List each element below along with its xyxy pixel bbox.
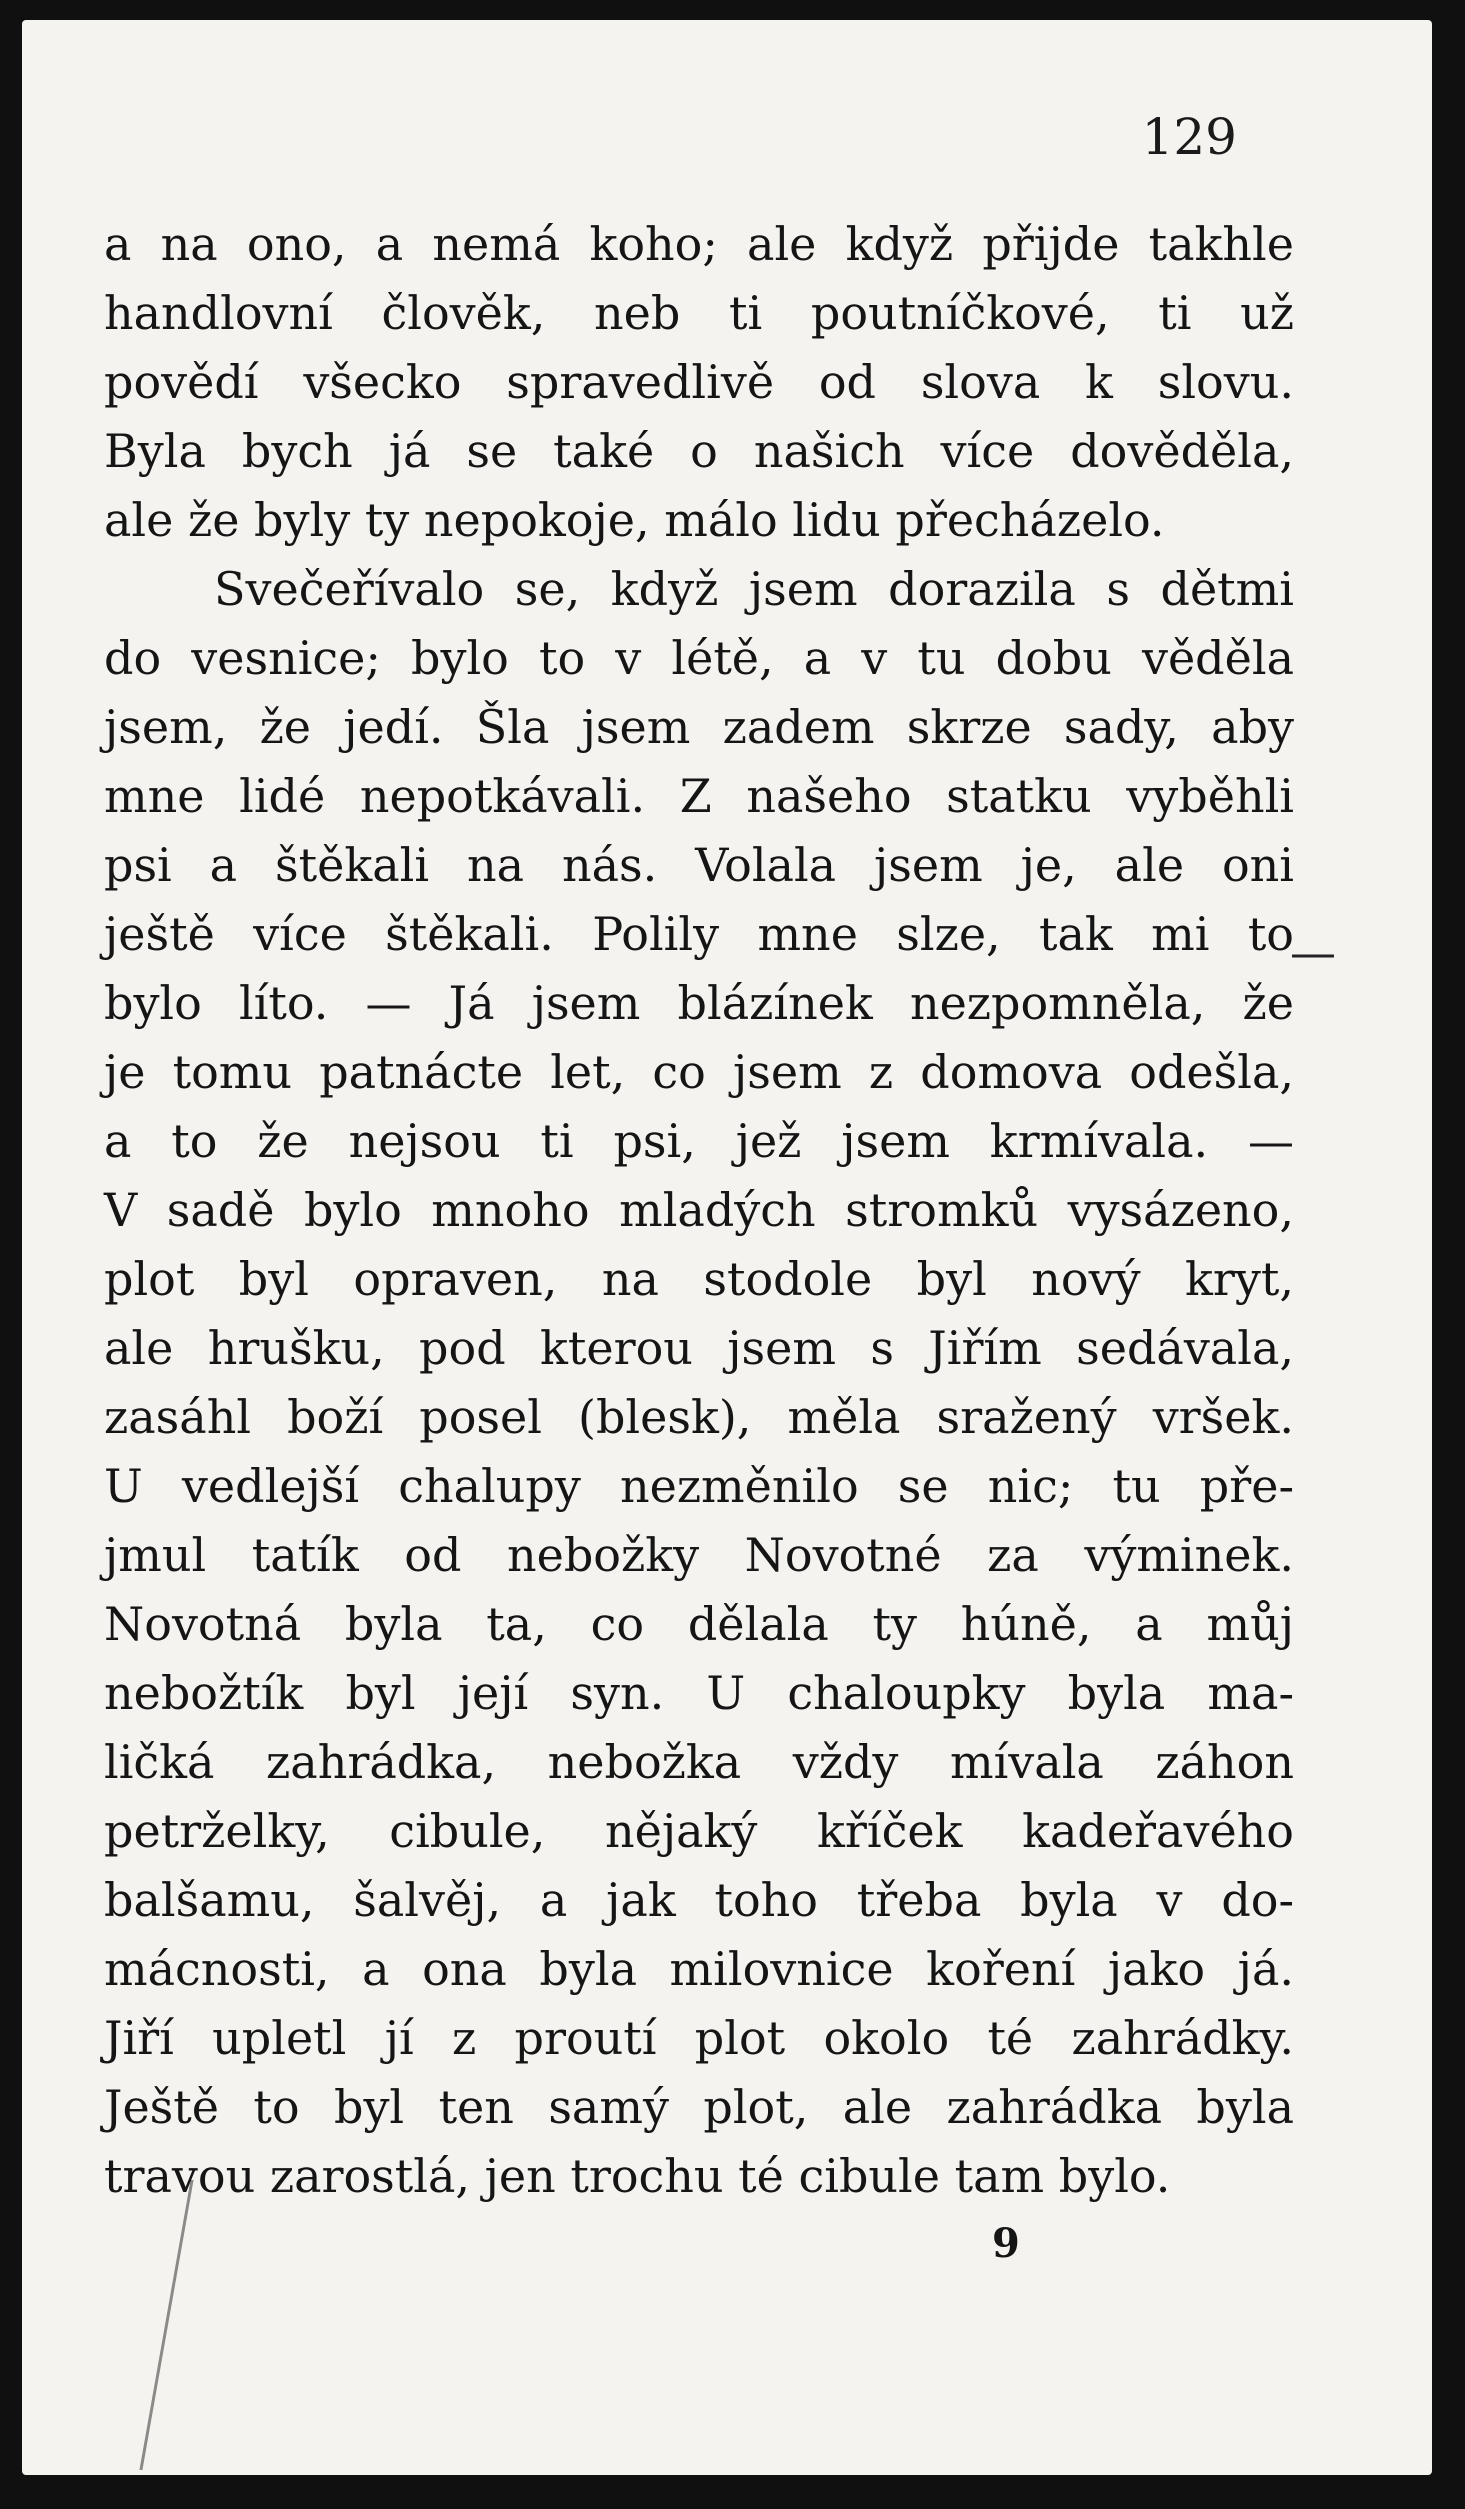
text-line: mácnosti, a ona byla milovnice koření jako já. (104, 1942, 1294, 1996)
text-line: mne lidé nepotkávali. Z našeho statku vyběhli (104, 769, 1294, 823)
text-line: povědí všecko spravedlivě od slova k slovu. (104, 355, 1294, 409)
text-line: do vesnice; bylo to v létě, a v tu dobu věděla (104, 631, 1294, 685)
text-line: ale že byly ty nepokoje, málo lidu přecházelo. (104, 493, 1165, 547)
text-line: U vedlejší chalupy nezměnilo se nic; tu pře- (104, 1459, 1294, 1513)
text-line: Svečeřívalo se, když jsem dorazila s dětmi (214, 562, 1294, 616)
book-page (22, 20, 1432, 2475)
text-line: Jiří upletl jí z proutí plot okolo té zahrádky. (104, 2011, 1294, 2065)
page-number: 129 (1141, 108, 1237, 166)
text-line: balšamu, šalvěj, a jak toho třeba byla v do- (104, 1873, 1294, 1927)
signature-mark: 9 (992, 2220, 1020, 2267)
text-line: a to že nejsou ti psi, jež jsem krmívala. — (104, 1114, 1294, 1168)
text-line: ličká zahrádka, nebožka vždy mívala záhon (104, 1735, 1294, 1789)
text-line: psi a štěkali na nás. Volala jsem je, ale oni (104, 838, 1294, 892)
text-line: nebožtík byl její syn. U chaloupky byla ma- (104, 1666, 1294, 1720)
text-line: Byla bych já se také o našich více dověděla, (104, 424, 1294, 478)
text-line: petrželky, cibule, nějaký kříček kadeřavého (104, 1804, 1294, 1858)
text-line: bylo líto. — Já jsem blázínek nezpomněla, že (104, 976, 1294, 1030)
text-line: plot byl opraven, na stodole byl nový kryt, (104, 1252, 1294, 1306)
text-line: jmul tatík od nebožky Novotné za výminek. (104, 1528, 1294, 1582)
text-line: travou zarostlá, jen trochu té cibule tam bylo. (104, 2149, 1171, 2203)
text-line: jsem, že jedí. Šla jsem zadem skrze sady, aby (104, 700, 1294, 754)
text-line: a na ono, a nemá koho; ale když přijde takhle (104, 217, 1294, 271)
text-line: Novotná byla ta, co dělala ty húně, a můj (104, 1597, 1294, 1651)
text-line: je tomu patnácte let, co jsem z domova odešla, (104, 1045, 1294, 1099)
margin-dash: — (1290, 925, 1336, 979)
body-text (104, 210, 1294, 2211)
text-line: V sadě bylo mnoho mladých stromků vysázeno, (104, 1183, 1294, 1237)
text-line: handlovní člověk, neb ti poutníčkové, ti už (104, 286, 1294, 340)
text-line: ještě více štěkali. Polily mne slze, tak mi to (104, 907, 1294, 961)
text-line: zasáhl boží posel (blesk), měla sražený vršek. (104, 1390, 1294, 1444)
text-line: Ještě to byl ten samý plot, ale zahrádka byla (104, 2080, 1294, 2134)
text-line: ale hrušku, pod kterou jsem s Jiřím sedávala, (104, 1321, 1294, 1375)
